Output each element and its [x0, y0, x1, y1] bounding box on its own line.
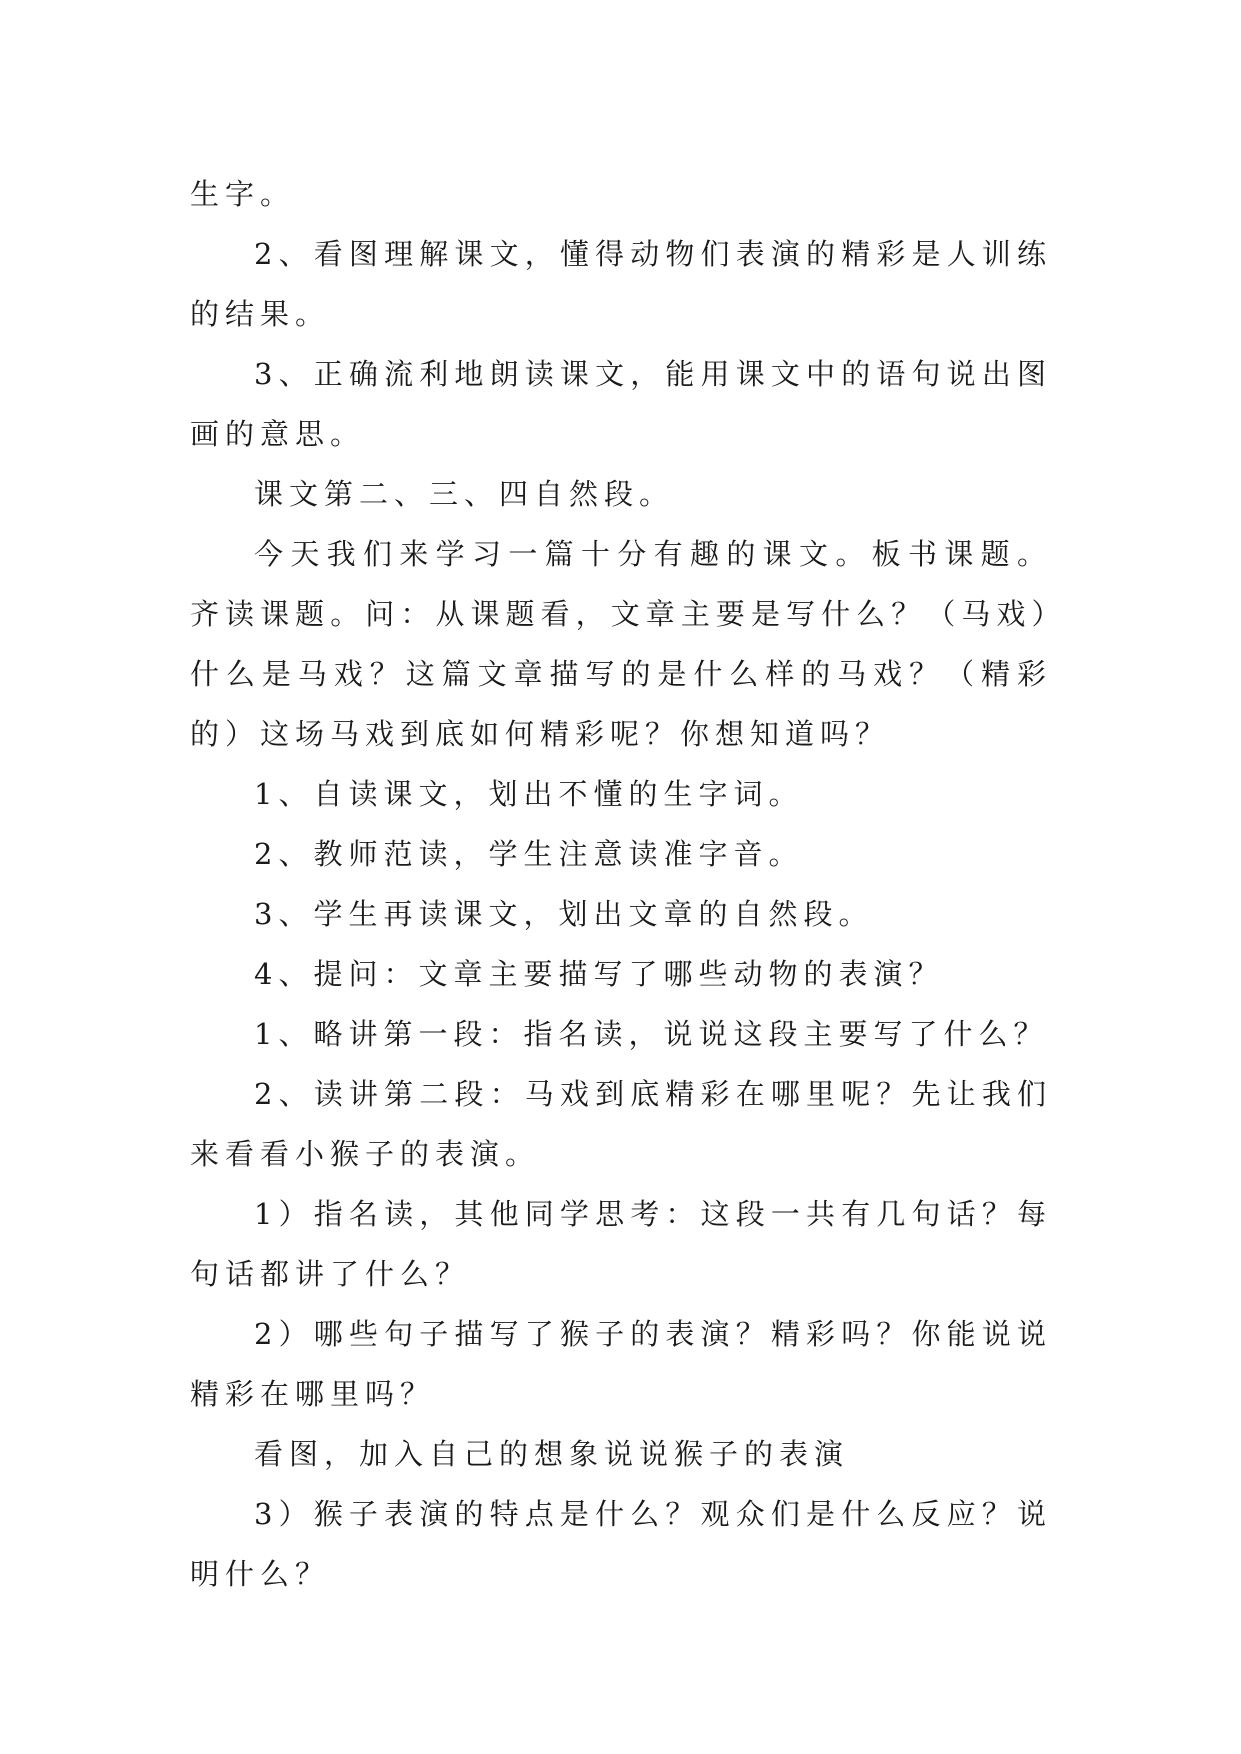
document-body: [190, 164, 1052, 1604]
paragraph-continuation: 生字。: [190, 177, 296, 211]
paragraph: 课文第二、三、四自然段。: [254, 477, 675, 511]
paragraph: 3、正确流利地朗读课文，能用课文中的语句说出图画的意思。: [190, 357, 1052, 451]
paragraph: 2、看图理解课文，懂得动物们表演的精彩是人训练的结果。: [190, 237, 1052, 331]
paragraph: 1、略讲第一段：指名读，说说这段主要写了什么？: [254, 1017, 1049, 1051]
paragraph: 2、读讲第二段：马戏到底精彩在哪里呢？先让我们来看看小猴子的表演。: [190, 1077, 1052, 1171]
paragraph: 1、自读课文，划出不懂的生字词。: [254, 777, 804, 811]
paragraph: 3）猴子表演的特点是什么？观众们是什么反应？说明什么？: [190, 1497, 1052, 1591]
paragraph: 1）指名读，其他同学思考：这段一共有几句话？每句话都讲了什么？: [190, 1197, 1052, 1291]
paragraph: 2、教师范读，学生注意读准字音。: [254, 837, 804, 871]
paragraph: 3、学生再读课文，划出文章的自然段。: [254, 897, 874, 931]
paragraph: 4、提问：文章主要描写了哪些动物的表演？: [254, 957, 944, 991]
paragraph: 看图，加入自己的想象说说猴子的表演: [254, 1437, 850, 1471]
paragraph: 今天我们来学习一篇十分有趣的课文。板书课题。齐读课题。问：从课题看，文章主要是写什么？（马戏）什么是马戏？这篇文章描写的是什么样的马戏？（精彩的）这场马戏到底如何精彩呢？你想知道吗？: [190, 537, 1052, 751]
paragraph: 2）哪些句子描写了猴子的表演？精彩吗？你能说说精彩在哪里吗？: [190, 1317, 1052, 1411]
